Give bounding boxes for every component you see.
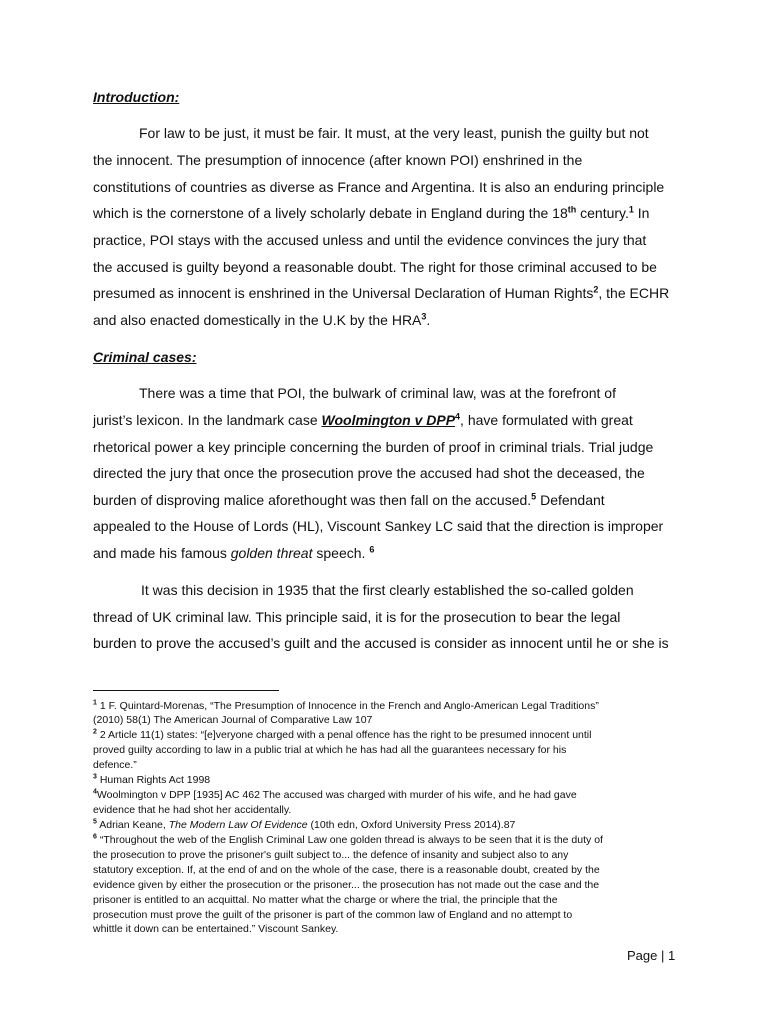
criminal-line: thread of UK criminal law. This principle said, it is for the prosecution to bear the legal [93, 609, 621, 625]
footnote-3: $^3$ Human Rights Act 1998 [93, 773, 211, 786]
footnote-ref-6: 6 [369, 544, 375, 555]
footnote-2-cont: defence.” [93, 759, 137, 771]
footnote-6-cont: whittle it down can be entertained.” Viscount Sankey. [93, 923, 339, 935]
footnote-ref-5: 5 [531, 491, 537, 502]
footnote-4-cont: evidence that he had shot her accidentally. [93, 804, 292, 816]
footnote-4: $^4$Woolmington v DPP [1935] AC 462 The accused was charged with murder of his wife, and he had gave [93, 788, 577, 801]
intro-line: For law to be just, it must be fair. It must, at the very least, punish the guilty but not [139, 125, 649, 141]
introduction-heading: Introduction: [93, 89, 180, 105]
criminal-line: appealed to the House of Lords (HL), Viscount Sankey LC said that the direction is improper [93, 518, 664, 534]
footnote-1-cont: (2010) 58(1) The American Journal of Comparative Law 107 [93, 714, 373, 726]
footnote-2-cont: proved guilty according to law in a public trial at which he has had all the guarantees necessary for his [93, 744, 567, 756]
intro-line: constitutions of countries as diverse as France and Argentina. It is also an enduring principle [93, 179, 665, 195]
footnote-1: $^1$ 1 F. Quintard-Morenas, “The Presumption of Innocence in the French and Anglo-American Legal Traditions” [93, 699, 599, 712]
criminal-line: There was a time that POI, the bulwark of criminal law, was at the forefront of [139, 385, 616, 401]
intro-line: and also enacted domestically in the U.K by the HRA$^3$. [93, 311, 431, 328]
footnote-6-cont: the prosecution to prove the prisoner's guilt subject to... the defence of insanity and subject also to any [93, 849, 569, 861]
intro-line: practice, POI stays with the accused unless and until the evidence convinces the jury that [93, 232, 647, 248]
criminal-line: burden to prove the accused’s guilt and the accused is consider as innocent until he or she is [93, 635, 669, 651]
criminal-line: It was this decision in 1935 that the first clearly established the so-called golden [141, 582, 634, 598]
criminal-line: and made his famous golden threat speech. $^6$ [93, 544, 375, 561]
intro-line: which is the cornerstone of a lively scholarly debate in England during the 18th century.$^1$ In [93, 204, 650, 221]
footnote-5: $^5$ Adrian Keane, The Modern Law Of Evidence (10th edn, Oxford University Press 2014).87 [93, 818, 516, 831]
criminal-line: jurist’s lexicon. In the landmark case Woolmington v DPP$^4$, have formulated with great [93, 411, 633, 428]
intro-line: presumed as innocent is enshrined in the Universal Declaration of Human Rights$^2$, the ECHR [93, 284, 670, 301]
footnote-6: $^6$ “Throughout the web of the English Criminal Law one golden thread is always to be seen that it is the duty of [93, 833, 603, 846]
footnote-6-cont: statutory exception. If, at the end of and on the whole of the case, there is a reasonable doubt, created by the [93, 864, 600, 876]
criminal-line: rhetorical power a key principle concerning the burden of proof in criminal trials. Trial judge [93, 439, 654, 455]
footnote-ref-3: 3 [421, 311, 427, 322]
footnote-2: $^2$ 2 Article 11(1) states: “[e]veryone charged with a penal offence has the right to be presumed innocent until [93, 728, 592, 741]
criminal-line: directed the jury that once the prosecution prove the accused had shot the deceased, the [93, 465, 645, 481]
italic-phrase: golden threat [230, 545, 313, 561]
superscript-th: th [567, 204, 577, 215]
case-name: Woolmington v DPP [321, 412, 456, 428]
footnote-6-cont: evidence given by either the prosecution or the prisoner... the prosecution has not made out the case and the [93, 879, 600, 891]
criminal-line: burden of disproving malice aforethought was then fall on the accused.$^5$ Defendant [93, 491, 605, 508]
footnote-separator [93, 690, 279, 691]
criminal-cases-heading: Criminal cases: [93, 349, 197, 365]
footnote-ref-4: 4 [455, 411, 461, 422]
intro-line: the accused is guilty beyond a reasonable doubt. The right for those criminal accused to be [93, 259, 657, 275]
footnote-ref-2: 2 [593, 284, 599, 295]
footnote-6-cont: prosecution must prove the guilt of the prisoner is part of the common law of England and no attempt to [93, 909, 573, 921]
footnote-ref-1: 1 [628, 204, 634, 215]
footnote-6-cont: prisoner is entitled to an acquittal. No matter what the charge or where the trial, the principle that the [93, 894, 558, 906]
page-number: Page | 1 [627, 948, 676, 963]
intro-line: the innocent. The presumption of innocence (after known POI) enshrined in the [93, 152, 583, 168]
